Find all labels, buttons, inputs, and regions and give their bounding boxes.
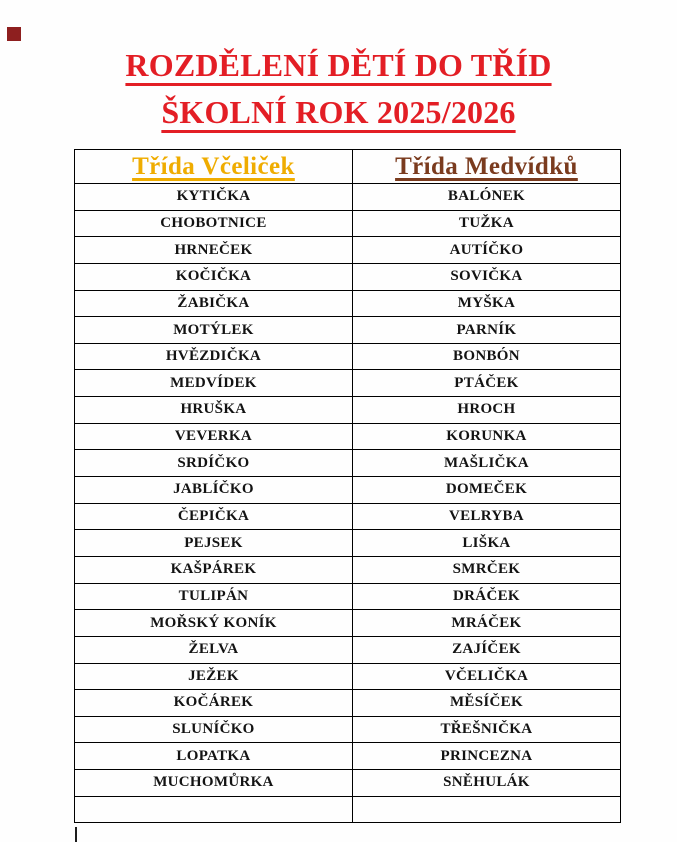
child-code-cell: TUŽKA bbox=[352, 210, 620, 237]
child-code-cell: HVĚZDIČKA bbox=[75, 343, 353, 370]
child-code-cell: HROCH bbox=[352, 397, 620, 424]
child-code-cell: LIŠKA bbox=[352, 530, 620, 557]
table-row bbox=[75, 610, 621, 637]
child-code-cell: PEJSEK bbox=[75, 530, 353, 557]
table-row bbox=[75, 317, 621, 344]
child-code-cell: VELRYBA bbox=[352, 503, 620, 530]
child-code-cell: SLUNÍČKO bbox=[75, 716, 353, 743]
child-code-cell bbox=[352, 796, 620, 823]
table-row bbox=[75, 743, 621, 770]
child-code-cell: BALÓNEK bbox=[352, 184, 620, 211]
table-row bbox=[75, 663, 621, 690]
child-code-cell: TULIPÁN bbox=[75, 583, 353, 610]
table-row bbox=[75, 503, 621, 530]
title-line-2: ŠKOLNÍ ROK 2025/2026 bbox=[161, 94, 516, 130]
table-row bbox=[75, 636, 621, 663]
title-line-1: ROZDĚLENÍ DĚTÍ DO TŘÍD bbox=[125, 47, 552, 83]
child-code-cell: CHOBOTNICE bbox=[75, 210, 353, 237]
table-row bbox=[75, 397, 621, 424]
child-code-cell: KORUNKA bbox=[352, 423, 620, 450]
child-code-cell: PTÁČEK bbox=[352, 370, 620, 397]
child-code-cell: JABLÍČKO bbox=[75, 477, 353, 504]
column-header-medvidku bbox=[352, 150, 620, 184]
child-code-cell: KYTIČKA bbox=[75, 184, 353, 211]
table-row bbox=[75, 796, 621, 823]
child-code-cell: SNĚHULÁK bbox=[352, 770, 620, 797]
child-code-cell: SMRČEK bbox=[352, 556, 620, 583]
child-code-cell: VEVERKA bbox=[75, 423, 353, 450]
table-row bbox=[75, 184, 621, 211]
child-code-cell: MOTÝLEK bbox=[75, 317, 353, 344]
table-row bbox=[75, 370, 621, 397]
column-header-vcelicek bbox=[75, 150, 353, 184]
child-code-cell: MRÁČEK bbox=[352, 610, 620, 637]
child-code-cell: DRÁČEK bbox=[352, 583, 620, 610]
table-row bbox=[75, 263, 621, 290]
child-code-cell: SRDÍČKO bbox=[75, 450, 353, 477]
text-cursor-mark bbox=[75, 827, 77, 842]
child-code-cell: JEŽEK bbox=[75, 663, 353, 690]
child-code-cell: MEDVÍDEK bbox=[75, 370, 353, 397]
table-row bbox=[75, 690, 621, 717]
table-row bbox=[75, 477, 621, 504]
table-row bbox=[75, 237, 621, 264]
child-code-cell: DOMEČEK bbox=[352, 477, 620, 504]
child-code-cell: ŽABIČKA bbox=[75, 290, 353, 317]
table-row bbox=[75, 210, 621, 237]
corner-red-square bbox=[7, 27, 21, 41]
child-code-cell: KOČÁREK bbox=[75, 690, 353, 717]
document-title bbox=[0, 42, 677, 136]
child-code-cell: SOVIČKA bbox=[352, 263, 620, 290]
child-code-cell: PRINCEZNA bbox=[352, 743, 620, 770]
child-code-cell: LOPATKA bbox=[75, 743, 353, 770]
child-code-cell: MAŠLIČKA bbox=[352, 450, 620, 477]
child-code-cell: MĚSÍČEK bbox=[352, 690, 620, 717]
table-row bbox=[75, 343, 621, 370]
child-code-cell: PARNÍK bbox=[352, 317, 620, 344]
child-code-cell: HRUŠKA bbox=[75, 397, 353, 424]
child-code-cell: ŽELVA bbox=[75, 636, 353, 663]
column-header-medvidku-label: Třída Medvídků bbox=[395, 152, 578, 180]
child-code-cell bbox=[75, 796, 353, 823]
column-header-vcelicek-label: Třída Včeliček bbox=[132, 152, 295, 180]
child-code-cell: MYŠKA bbox=[352, 290, 620, 317]
child-code-cell: ZAJÍČEK bbox=[352, 636, 620, 663]
table-row bbox=[75, 770, 621, 797]
child-code-cell: HRNEČEK bbox=[75, 237, 353, 264]
table-row bbox=[75, 423, 621, 450]
child-code-cell: KAŠPÁREK bbox=[75, 556, 353, 583]
header-row bbox=[75, 150, 621, 184]
table-row bbox=[75, 716, 621, 743]
child-code-cell: AUTÍČKO bbox=[352, 237, 620, 264]
child-code-cell: MUCHOMŮRKA bbox=[75, 770, 353, 797]
table-row bbox=[75, 530, 621, 557]
table-row bbox=[75, 450, 621, 477]
class-assignment-table bbox=[74, 149, 621, 823]
child-code-cell: TŘEŠNIČKA bbox=[352, 716, 620, 743]
table-row bbox=[75, 583, 621, 610]
class-table-body bbox=[75, 184, 621, 823]
child-code-cell: VČELIČKA bbox=[352, 663, 620, 690]
child-code-cell: KOČIČKA bbox=[75, 263, 353, 290]
child-code-cell: BONBÓN bbox=[352, 343, 620, 370]
child-code-cell: ČEPIČKA bbox=[75, 503, 353, 530]
table-row bbox=[75, 556, 621, 583]
child-code-cell: MOŘSKÝ KONÍK bbox=[75, 610, 353, 637]
table-row bbox=[75, 290, 621, 317]
